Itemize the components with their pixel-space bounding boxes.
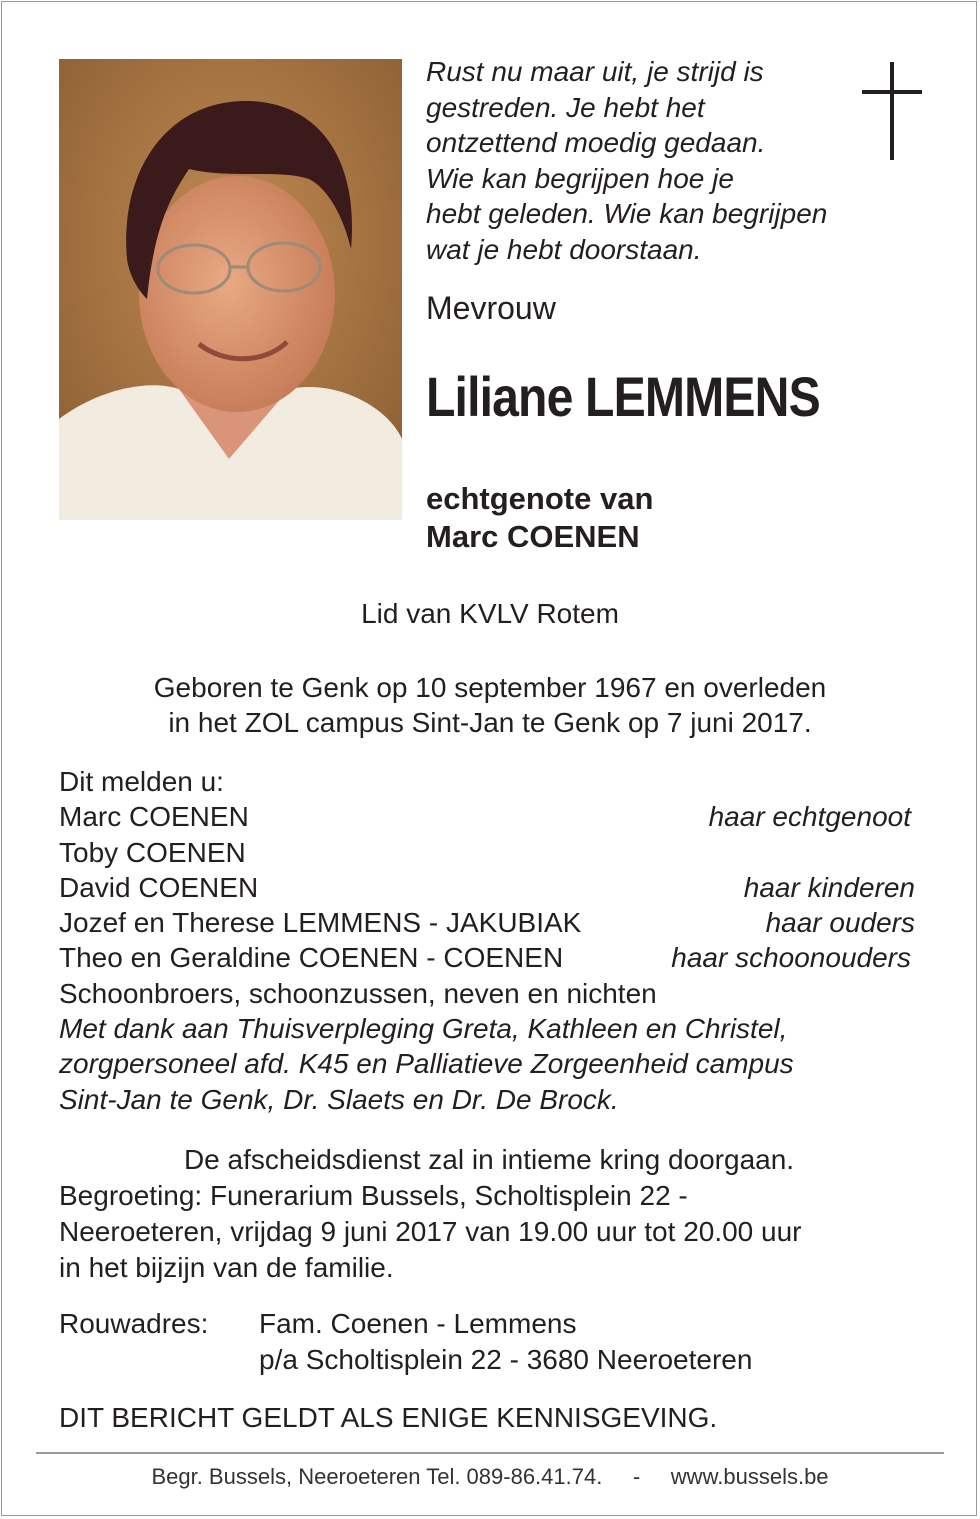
salutation: Mevrouw [426,290,556,326]
list-item [59,905,919,940]
notice: DIT BERICHT GELDT ALS ENIGE KENNISGEVING. [59,1402,718,1433]
address-label: Rouwadres: [59,1308,209,1339]
portrait-photo [59,59,402,520]
announcers-list [59,764,919,1117]
footer-website[interactable]: www.bussels.be [670,1464,829,1489]
deceased-name: Liliane LEMMENS [426,365,820,428]
announcer-name: Schoonbroers, schoonzussen, neven en nichten [59,977,657,1009]
announcer-name: Toby COENEN [59,836,246,868]
divider [36,1452,944,1454]
poem-line: hebt geleden. Wie kan begrijpen [426,198,828,229]
list-item [59,835,919,870]
list-item [59,940,919,975]
service-line: in het bijzijn van de familie. [59,1252,394,1283]
service-line: De afscheidsdienst zal in intieme kring doorgaan. [183,1144,795,1175]
announcer-relation: haar kinderen [743,871,915,903]
service-line: Begroeting: Funerarium Bussels, Scholtisplein 22 - [59,1180,688,1211]
poem-line: gestreden. Je hebt het [426,91,705,123]
thanks-line: Sint-Jan te Genk, Dr. Slaets en Dr. De Brock. [59,1083,619,1115]
list-item [59,976,919,1011]
poem-line: Wie kan begrijpen hoe je [426,162,734,194]
spouse-block [426,480,653,556]
spouse-label: echtgenote van [426,481,654,516]
list-item [59,870,919,905]
announcer-name: Jozef en Therese LEMMENS - JAKUBIAK [59,907,582,939]
membership: Lid van KVLV Rotem [361,598,619,629]
poem [426,54,876,267]
footer-company: Begr. Bussels, Neeroeteren Tel. 089-86.41.74. [151,1464,603,1489]
service-line: Neeroeteren, vrijdag 9 juni 2017 van 19.00 uur tot 20.00 uur [59,1216,802,1247]
poem-line: wat je hebt doorstaan. [426,233,702,265]
latin-cross-icon [862,62,922,160]
birth-death-line: in het ZOL campus Sint-Jan te Genk op 7 juni 2017. [168,707,812,738]
list-item [59,799,919,834]
footer [0,1464,980,1490]
announcer-relation: haar ouders [765,907,915,939]
announcer-name: Theo en Geraldine COENEN - COENEN [59,942,564,974]
birth-death-info [0,670,980,740]
thanks-line: zorgpersoneel afd. K45 en Palliatieve Zorgeenheid campus [59,1048,794,1080]
birth-death-line: Geboren te Genk op 10 september 1967 en overleden [153,672,827,703]
announcer-name: Marc COENEN [59,801,249,833]
poem-line: ontzettend moedig gedaan. [426,127,766,158]
announcer-relation: haar schoonouders [671,942,911,974]
announcer-name: David COENEN [59,871,259,903]
footer-separator: - [632,1464,641,1489]
spouse-name: Marc COENEN [426,519,640,554]
thanks-line: Met dank aan Thuisverpleging Greta, Kathleen en Christel, [59,1013,788,1045]
poem-line: Rust nu maar uit, je strijd is [426,56,764,87]
announcers-intro: Dit melden u: [59,766,224,797]
address-line: Fam. Coenen - Lemmens [259,1308,577,1339]
service-info [59,1142,919,1286]
address-line: p/a Scholtisplein 22 - 3680 Neeroeteren [259,1343,753,1375]
announcer-relation: haar echtgenoot [708,801,911,833]
